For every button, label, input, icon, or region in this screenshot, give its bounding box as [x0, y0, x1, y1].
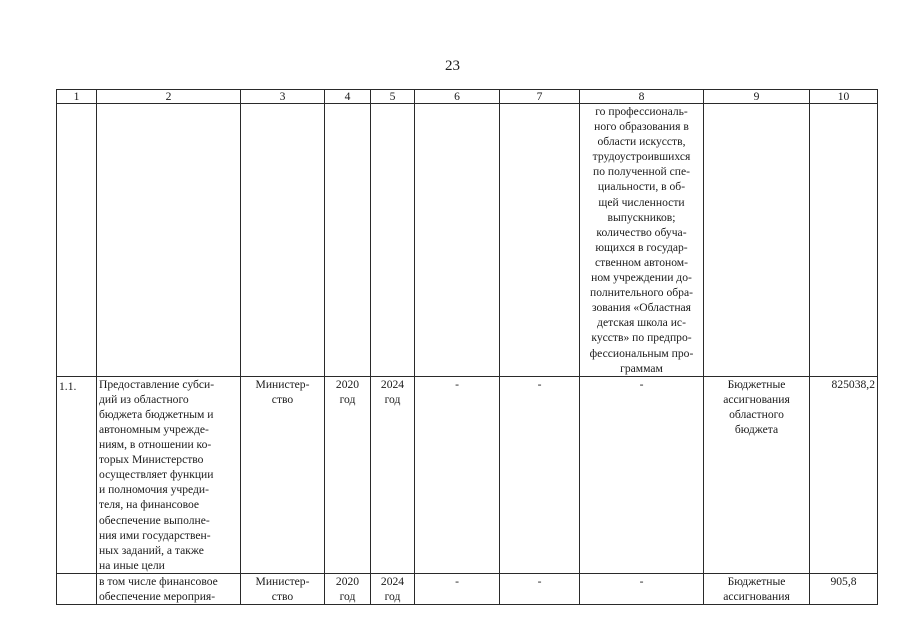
table-cell	[415, 104, 500, 377]
row-executor: Министер- ство	[241, 573, 325, 604]
table-cell	[97, 104, 241, 377]
row-end-year: 2024 год	[371, 376, 415, 573]
table-cell	[810, 104, 878, 377]
header-cell: 10	[810, 90, 878, 104]
table-cell	[325, 104, 371, 377]
table-header-row	[57, 90, 878, 104]
row-col7: -	[500, 573, 580, 604]
row-funding-source: Бюджетные ассигнования областного бюджета	[704, 376, 810, 573]
table-cell	[371, 104, 415, 377]
table-cell	[241, 104, 325, 377]
table-row-continuation	[57, 104, 878, 377]
page-number: 23	[445, 58, 460, 74]
row-col6: -	[415, 376, 500, 573]
row-number	[57, 573, 97, 604]
row-end-year: 2024 год	[371, 573, 415, 604]
row-col7: -	[500, 376, 580, 573]
row-start-year: 2020 год	[325, 376, 371, 573]
row-description: в том числе финансовое обеспечение мероприя-	[97, 573, 241, 604]
row-col6: -	[415, 573, 500, 604]
header-cell: 7	[500, 90, 580, 104]
program-table	[56, 89, 878, 605]
header-cell: 6	[415, 90, 500, 104]
row-col8: -	[580, 376, 704, 573]
indicator-text-cell: го профессиональ- ного образования в области искусств, трудоустроившихся по полученной спе- циальности, в об- щей численности выпускников; количество обуча- ющихся в государ- ственном автоном- ном учреждении до- полнительного обра- зования «Областная детская школа ис- кусств» по предпро- фессиональным про- граммам	[580, 104, 704, 377]
table-cell	[704, 104, 810, 377]
table-row	[57, 573, 878, 604]
row-funding-source: Бюджетные ассигнования	[704, 573, 810, 604]
header-cell: 9	[704, 90, 810, 104]
header-cell: 8	[580, 90, 704, 104]
table-row	[57, 376, 878, 573]
header-cell: 4	[325, 90, 371, 104]
row-description: Предоставление субси- дий из областного бюджета бюджетным и автономным учрежде- ниям, в отношении ко- торых Министерство осуществляет функции и полномочия учреди- теля, на финансовое обеспечение выполне- ния ими государствен- ных заданий, а также на иные цели	[97, 376, 241, 573]
row-amount: 905,8	[810, 573, 878, 604]
row-executor: Министер- ство	[241, 376, 325, 573]
header-cell: 3	[241, 90, 325, 104]
table-cell	[57, 104, 97, 377]
row-amount: 825038,2	[810, 376, 878, 573]
row-col8: -	[580, 573, 704, 604]
row-number: 1.1.	[57, 376, 97, 573]
header-cell: 2	[97, 90, 241, 104]
header-cell: 1	[57, 90, 97, 104]
table-cell	[500, 104, 580, 377]
header-cell: 5	[371, 90, 415, 104]
row-start-year: 2020 год	[325, 573, 371, 604]
